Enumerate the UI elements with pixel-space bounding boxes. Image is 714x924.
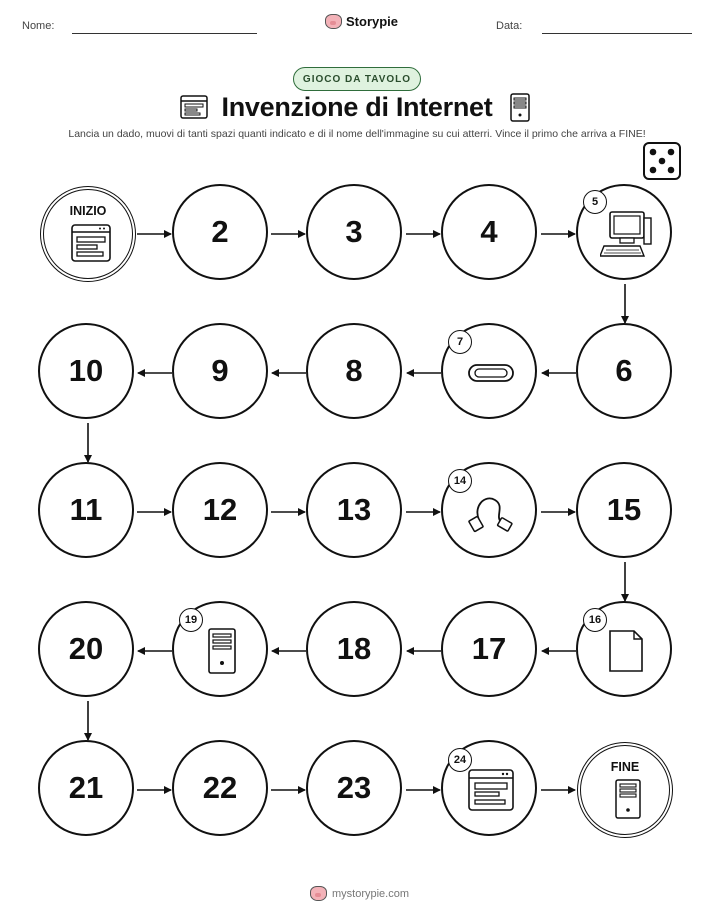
ethernet-cable-icon <box>465 486 517 538</box>
space-number: 20 <box>68 631 104 666</box>
space-number: 8 <box>345 353 363 388</box>
server-tower-icon <box>196 625 248 677</box>
desktop-computer-icon <box>600 208 652 260</box>
board-space[interactable] <box>306 601 402 697</box>
name-label: Nome: <box>22 20 55 32</box>
page-title: Invenzione di Internet <box>221 92 493 122</box>
space-number: 15 <box>606 492 642 527</box>
server-tower-icon <box>607 778 649 820</box>
board-space[interactable] <box>306 184 402 280</box>
board-space[interactable] <box>172 740 268 836</box>
space-number: 17 <box>471 631 507 666</box>
space-number: 23 <box>336 770 372 805</box>
board-space[interactable] <box>172 323 268 419</box>
board-space-start[interactable] <box>40 186 136 282</box>
board-space[interactable] <box>172 184 268 280</box>
board-space[interactable] <box>306 323 402 419</box>
space-number: 12 <box>202 492 238 527</box>
board-space[interactable] <box>576 323 672 419</box>
space-number: 9 <box>211 353 229 388</box>
usb-c-port-icon <box>465 347 517 399</box>
board-space[interactable] <box>38 323 134 419</box>
space-number: 3 <box>345 214 363 249</box>
space-number: 2 <box>211 214 229 249</box>
board-space[interactable] <box>306 462 402 558</box>
board-space[interactable] <box>576 462 672 558</box>
instructions-text: Lancia un dado, muovi di tanti spazi quanti indicato e di il nome dell'immagine su cui atterri. Vince il primo che arriva a FINE! <box>68 128 646 140</box>
space-number: 21 <box>68 770 104 805</box>
footer-url[interactable]: mystorypie.com <box>332 887 410 900</box>
footer-brand <box>310 886 409 901</box>
pig-icon <box>310 886 327 901</box>
space-number: 6 <box>615 353 633 388</box>
file-document-icon <box>600 625 652 677</box>
space-number: 18 <box>336 631 372 666</box>
browser-window-icon <box>465 764 517 816</box>
start-label: INIZIO <box>69 204 107 218</box>
space-badge: 5 <box>583 190 607 214</box>
board-space[interactable] <box>38 740 134 836</box>
space-number: 13 <box>336 492 372 527</box>
board-space[interactable] <box>172 462 268 558</box>
space-badge: 19 <box>179 608 203 632</box>
board-space-finish[interactable] <box>577 742 673 838</box>
date-label: Data: <box>496 20 523 32</box>
board-space[interactable] <box>38 601 134 697</box>
board-space[interactable] <box>441 601 537 697</box>
space-number: 11 <box>69 492 103 527</box>
brand-name: Storypie <box>346 14 399 29</box>
space-badge: 24 <box>448 748 472 772</box>
space-badge: 7 <box>448 330 472 354</box>
finish-label: FINE <box>610 760 640 774</box>
space-number: 22 <box>202 770 238 805</box>
space-number: 10 <box>68 353 104 388</box>
space-number: 4 <box>480 214 498 249</box>
board-space[interactable] <box>441 184 537 280</box>
category-badge: GIOCO DA TAVOLO <box>293 67 421 91</box>
browser-window-icon <box>70 222 112 264</box>
board-space[interactable] <box>306 740 402 836</box>
space-badge: 16 <box>583 608 607 632</box>
space-badge: 14 <box>448 469 472 493</box>
board-space[interactable] <box>38 462 134 558</box>
